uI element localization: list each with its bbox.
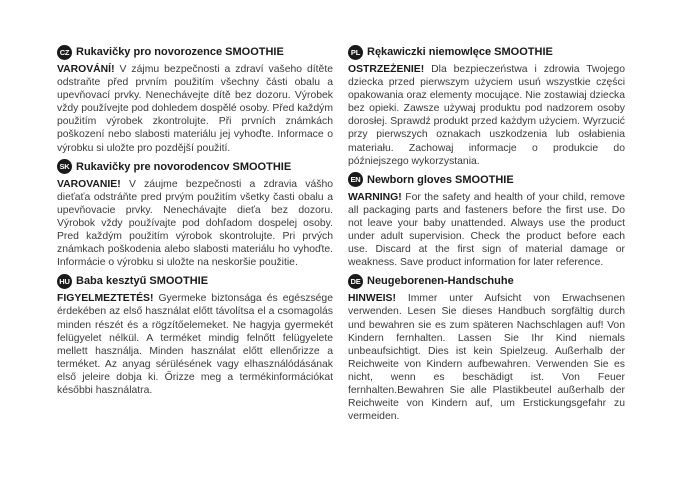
left-column: [57, 43, 333, 400]
section-sk-title: Rukavičky pre novorodencov SMOOTHIE: [76, 160, 292, 173]
section-cz-header: [57, 43, 333, 61]
section-hu-text: Gyermeke biztonsága és egészsége érdekében az első használat előtt távolítsa el a csomagolás minden részét és a rögzítőelemeket. Ne hagyja gyermekét felügyelet nélkül. A terméket mindig felnőtt felügyelete mellett használja. Minden használat előtt ellenőrizze a terméket. Az anyag sérülésének vagy elhasználódásának első jeleire dobja ki. Őrizze meg a termékinformációkat későbbi használatra.: [57, 293, 333, 396]
section-hu-body: [57, 292, 333, 397]
section-de-title: Neugeborenen-Handschuhe: [367, 275, 514, 288]
section-de-warning: HINWEIS!: [348, 293, 396, 305]
section-de-header: [348, 272, 625, 290]
language-badge-sk: SK: [57, 159, 72, 174]
section-sk-warning: VAROVANIE!: [57, 178, 121, 190]
section-cz-text: V zájmu bezpečnosti a zdraví vašeho dítěte odstraňte před prvním použitím všechny části obalu a upevňovací prvky. Nenechávejte dítě bez dozoru. Výrobek vždy používejte pod dohledem dospělé osoby. Před každým použitím výrobek zkontrolujte. Při prvních známkách poškození nebo slabosti materiálu jej vyhoďte. Informace o výrobku si uložte pro pozdější použití.: [57, 64, 333, 154]
section-sk-text: V záujme bezpečnosti a zdravia vášho dieťaťa odstráňte pred prvým použitím všetky časti obalu a upevňovacie prvky. Nenechávajte dieťa bez dozoru. Výrobok vždy používajte pod dohľadom dospelej osoby. Pred každým použitím výrobok skontrolujte. Pri prvých známkach poškodenia alebo slabosti materiálu ho vyhoďte. Informácie o výrobku si uložte na neskoršie použitie.: [57, 178, 333, 269]
section-en-body: [348, 191, 625, 270]
section-cz-warning: VAROVÁNÍ!: [57, 64, 115, 75]
section-hu-warning: FIGYELMEZTETÉS!: [57, 293, 154, 305]
language-badge-de: DE: [348, 274, 363, 289]
section-pl-warning: OSTRZEŻENIE!: [348, 64, 425, 75]
section-cz: [57, 43, 333, 155]
right-column: [348, 43, 625, 426]
language-badge-cz: CZ: [57, 45, 72, 60]
section-cz-title: Rukavičky pro novorozence SMOOTHIE: [76, 46, 284, 58]
section-en-header: [348, 171, 625, 189]
section-pl-body: [348, 63, 625, 168]
section-hu: [57, 272, 333, 397]
language-badge-en: EN: [348, 172, 363, 187]
section-sk-header: [57, 158, 333, 176]
language-badge-pl: PL: [348, 45, 363, 60]
section-hu-header: [57, 272, 333, 290]
section-pl-text: Dla bezpieczeństwa i zdrowia Twojego dziecka przed pierwszym użyciem usuń wszystkie części opakowania oraz elementy mocujące. Nie zostawiaj dziecka bez opieki. Zawsze używaj produktu pod nadzorem osoby dorosłej. Sprawdź produkt przed każdym użyciem. Wyrzucić przy pierwszych oznakach uszkodzenia lub osłabienia materiału. Zachowaj informacje o produkcie do późniejszego wykorzystania.: [348, 64, 625, 167]
section-de-body: [348, 292, 625, 423]
section-de-text: Immer unter Aufsicht von Erwachsenen verwenden. Lesen Sie dieses Handbuch sorgfältig durch und bewahren sie es zum späteren Nachschlagen auf! Von Kindern fernhalten. Lassen Sie Ihr Kind niemals unbeaufsichtigt. Dies ist kein Spielzeug. Außerhalb der Reichweite von Kindern aufbewahren. Verwenden Sie es nicht, wenn es beschädigt ist. Von Feuer fernhalten.Bewahren Sie alle Plastikbeutel außerhalb der Reichweite von Kindern auf, um Erstickungsgefahr zu vermeiden.: [348, 293, 625, 423]
section-en-title: Newborn gloves SMOOTHIE: [367, 173, 514, 186]
section-hu-title: Baba kesztyű SMOOTHIE: [76, 275, 209, 288]
section-pl-title: Rękawiczki niemowlęce SMOOTHIE: [367, 46, 553, 58]
section-sk: [57, 158, 333, 270]
section-cz-body: [57, 63, 333, 155]
language-badge-hu: HU: [57, 274, 72, 289]
section-en: [348, 171, 625, 270]
section-de: [348, 272, 625, 423]
section-en-text: For the safety and health of your child, remove all packaging parts and fasteners before the first use. Do not leave your baby unattended. Always use the product under adult supervision. Check the product before each use. Discard at the first sign of material damage or weakness. Save product information for later reference.: [348, 191, 625, 269]
section-en-warning: WARNING!: [348, 191, 402, 203]
section-sk-body: [57, 178, 333, 270]
section-pl-header: [348, 43, 625, 61]
section-pl: [348, 43, 625, 168]
